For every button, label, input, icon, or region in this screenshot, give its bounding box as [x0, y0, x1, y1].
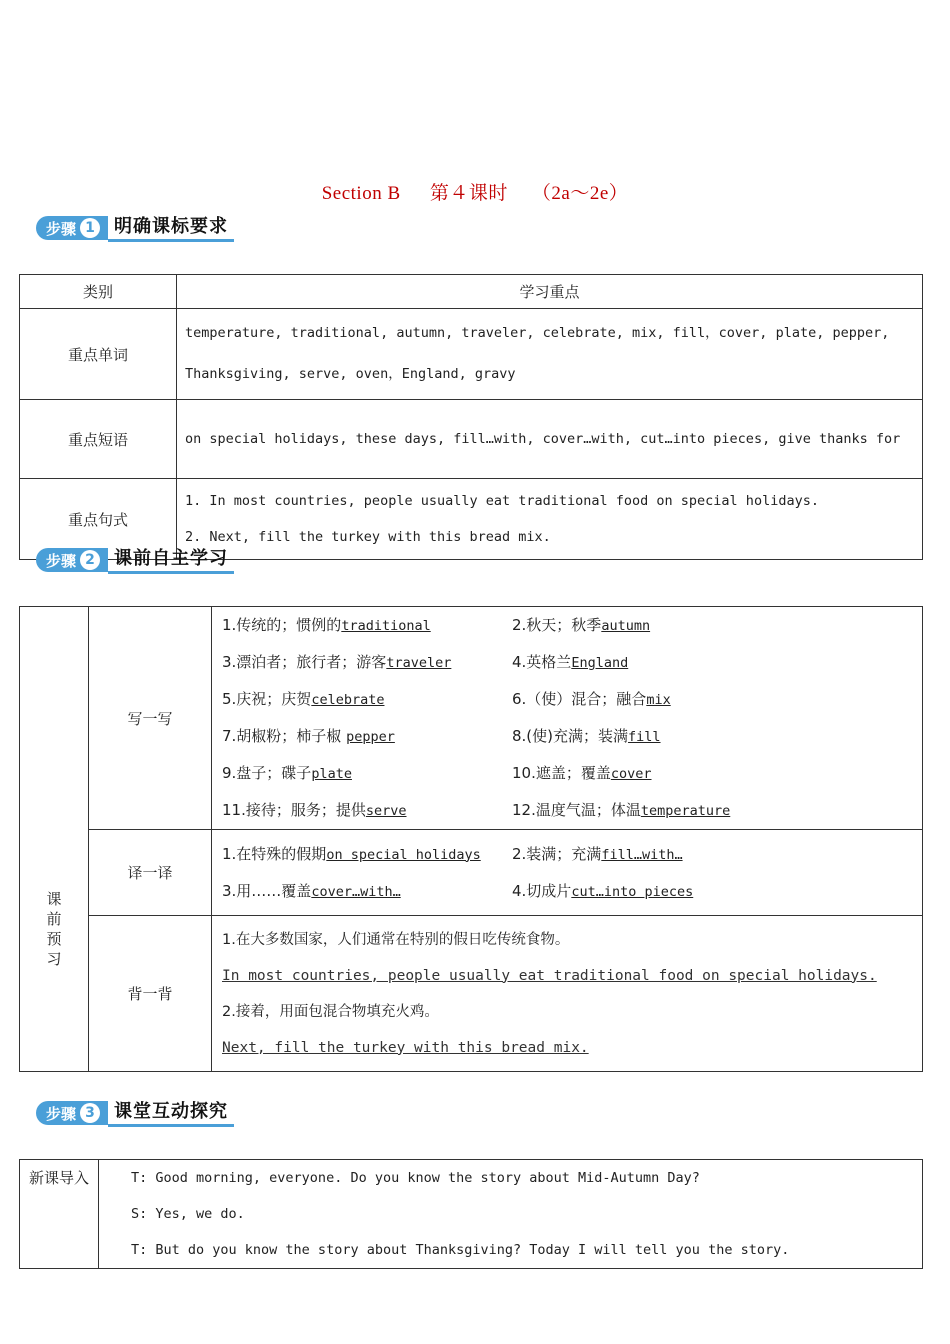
- answer-text: mix: [646, 692, 671, 708]
- answer-text: traditional: [341, 618, 431, 634]
- write-label: 写一写: [89, 607, 212, 830]
- title-lesson: 第４课时: [429, 183, 508, 204]
- dialogue-line: T: Good morning, everyone. Do you know the story about Mid-Autumn Day?: [131, 1170, 700, 1186]
- title-section: Section B: [321, 183, 401, 204]
- prompt-text: 1.传统的；惯例的: [222, 616, 342, 634]
- prompt-text: 3.用……覆盖: [222, 881, 312, 900]
- answer-text: cover: [610, 766, 652, 782]
- content-words: temperature, traditional, autumn, traveler, celebrate, mix, fill，cover, plate, pepper, Thanksgiving, serve, oven，England, gravy: [177, 309, 923, 400]
- recite-label: 背一背: [89, 916, 212, 1072]
- step-label: 课堂互动探究: [108, 1100, 234, 1127]
- translate-item: [512, 873, 693, 910]
- write-item: [512, 792, 730, 829]
- answer-text: plate: [311, 766, 352, 782]
- answer-text: pepper: [346, 729, 395, 745]
- step-2-banner: [36, 547, 234, 573]
- answer-text: temperature: [640, 803, 731, 819]
- translate-item: [222, 836, 512, 873]
- answer-text: cut…into pieces: [571, 883, 694, 900]
- write-item: [222, 755, 512, 792]
- prompt-text: 2.秋天；秋季: [512, 616, 602, 634]
- prompt-text: 1.在特殊的假期: [222, 844, 327, 863]
- step-number: 1: [80, 218, 100, 238]
- category-sentences: 重点句式: [20, 479, 177, 560]
- prompt-text: 7.胡椒粉；柿子椒: [222, 727, 347, 745]
- translate-row: [222, 873, 912, 910]
- table-course-requirements: [19, 274, 923, 560]
- step-label: 课前自主学习: [108, 547, 234, 574]
- prompt-text: 10.遮盖；覆盖: [512, 764, 611, 782]
- write-row: [222, 644, 912, 681]
- answer-text: England: [571, 655, 629, 671]
- recite-answer: Next, fill the turkey with this bread mix.: [222, 1039, 589, 1056]
- recite-line: 1.在大多数国家，人们通常在特别的假日吃传统食物。: [222, 931, 570, 948]
- content-sentences: [177, 479, 923, 560]
- recite-content: [212, 916, 923, 1072]
- translate-label: 译一译: [89, 830, 212, 916]
- step-1-banner: [36, 215, 234, 241]
- category-phrases: 重点短语: [20, 400, 177, 479]
- write-item: [512, 681, 671, 718]
- intro-dialogue: [99, 1160, 923, 1269]
- step-badge: 步骤 2: [36, 548, 108, 572]
- header-focus: 学习重点: [177, 275, 923, 309]
- write-item: [512, 607, 650, 644]
- table-preview: [19, 606, 923, 1072]
- table-intro: [19, 1159, 923, 1269]
- category-words: 重点单词: [20, 309, 177, 400]
- page-title: [0, 178, 950, 205]
- step-badge: 步骤 1: [36, 216, 108, 240]
- prompt-text: 6.（使）混合；融合: [512, 690, 647, 708]
- recite-answer: In most countries, people usually eat traditional food on special holidays.: [222, 967, 877, 984]
- recite-line: 2.接着，用面包混合物填充火鸡。: [222, 1003, 439, 1020]
- step-label: 明确课标要求: [108, 215, 234, 242]
- side-label: 课前预习: [20, 607, 89, 1072]
- translate-item: [512, 836, 683, 873]
- sentence-2: 2. Next, fill the turkey with this bread mix.: [185, 529, 551, 545]
- write-item: [222, 792, 512, 829]
- prompt-text: 12.温度气温；体温: [512, 801, 641, 819]
- title-range: （2a～2e）: [531, 183, 629, 204]
- write-row: [222, 681, 912, 718]
- write-item: [222, 681, 512, 718]
- dialogue-line: S: Yes, we do.: [131, 1206, 245, 1222]
- prompt-text: 9.盘子；碟子: [222, 764, 312, 782]
- write-item: [222, 644, 512, 681]
- translate-row: [222, 836, 912, 873]
- answer-text: on special holidays: [326, 846, 481, 863]
- write-row: [222, 755, 912, 792]
- prompt-text: 3.漂泊者；旅行者；游客: [222, 653, 387, 671]
- step-3-banner: [36, 1100, 234, 1126]
- intro-label: 新课导入: [20, 1160, 99, 1269]
- answer-text: autumn: [601, 618, 651, 634]
- header-category: 类别: [20, 275, 177, 309]
- answer-text: serve: [365, 803, 407, 819]
- prompt-text: 11.接待；服务；提供: [222, 801, 366, 819]
- write-row: [222, 718, 912, 755]
- content-phrases: on special holidays, these days, fill…with, cover…with, cut…into pieces, give thanks for: [177, 400, 923, 479]
- translate-item: [222, 873, 512, 910]
- sentence-1: 1. In most countries, people usually eat traditional food on special holidays.: [185, 493, 819, 509]
- answer-text: traveler: [386, 655, 452, 671]
- prompt-text: 4.英格兰: [512, 653, 572, 671]
- step-number: 3: [80, 1103, 100, 1123]
- answer-text: cover…with…: [311, 883, 401, 900]
- write-row: [222, 607, 912, 644]
- answer-text: fill…with…: [601, 846, 683, 863]
- write-item: [512, 755, 652, 792]
- answer-text: celebrate: [311, 692, 385, 708]
- write-item: [222, 607, 512, 644]
- answer-text: fill: [628, 729, 661, 745]
- translate-content: [212, 830, 923, 916]
- write-item: [222, 718, 512, 755]
- dialogue-line: T: But do you know the story about Thanksgiving? Today I will tell you the story.: [131, 1242, 790, 1258]
- step-badge: 步骤 3: [36, 1101, 108, 1125]
- write-content: [212, 607, 923, 830]
- prompt-text: 4.切成片: [512, 881, 572, 900]
- write-row: [222, 792, 912, 829]
- prompt-text: 8.(使)充满；装满: [512, 727, 629, 745]
- write-item: [512, 644, 628, 681]
- step-number: 2: [80, 550, 100, 570]
- prompt-text: 5.庆祝；庆贺: [222, 690, 312, 708]
- prompt-text: 2.装满；充满: [512, 844, 602, 863]
- write-item: [512, 718, 661, 755]
